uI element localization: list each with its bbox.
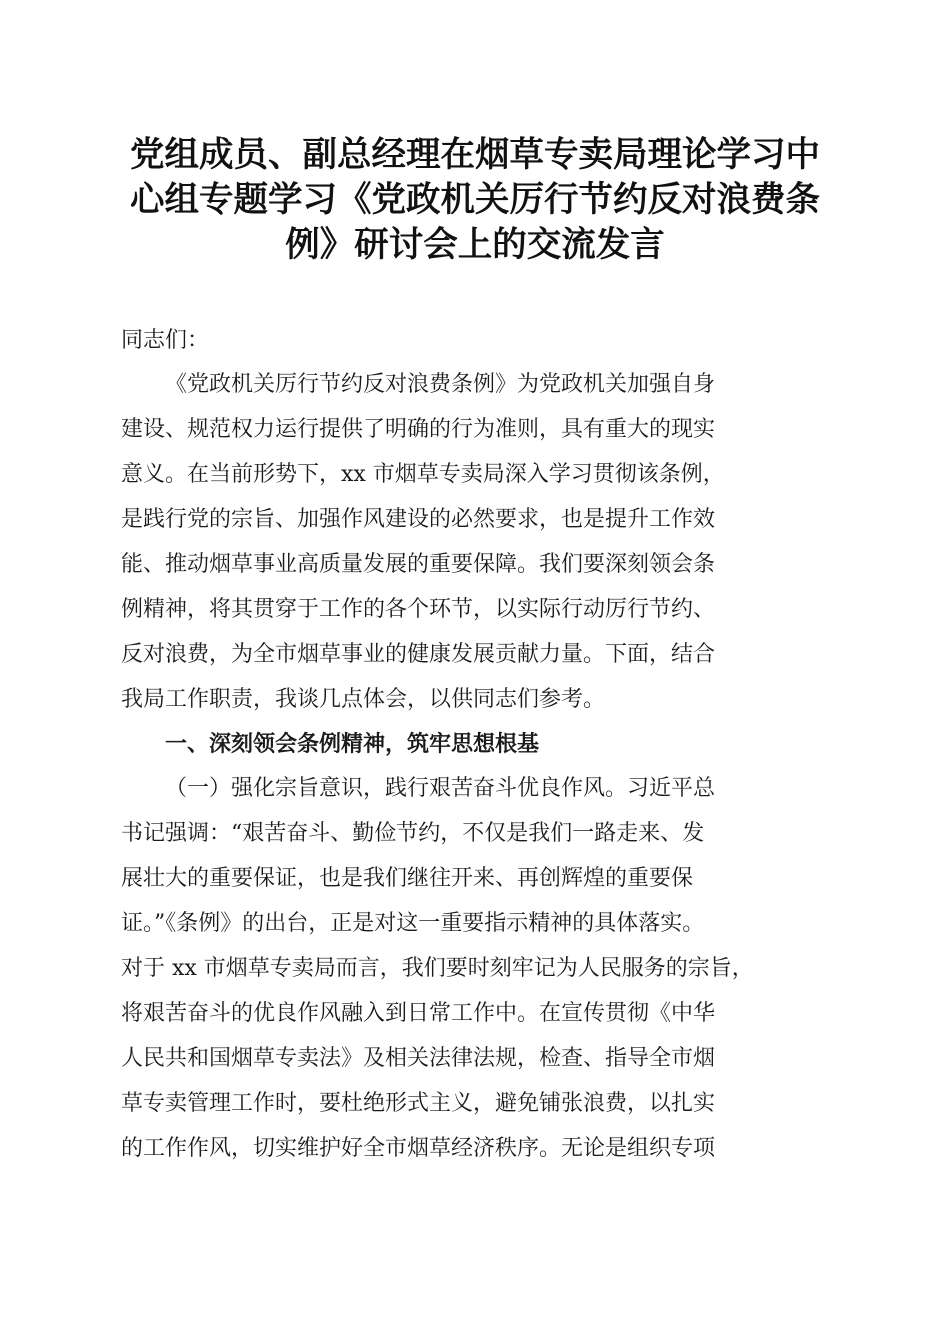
title-line-1: 党组成员、副总经理在烟草专卖局理论学习中 xyxy=(130,135,820,175)
intro-line-6: 例精神，将其贯穿于工作的各个环节，以实际行动厉行节约、 xyxy=(121,597,716,622)
subsection-line-6: 将艰苦奋斗的优良作风融入到日常工作中。在宣传贯彻《中华 xyxy=(121,1001,716,1026)
title-line-3: 例》研讨会上的交流发言 xyxy=(285,225,665,265)
subsection-line-2: 书记强调：“艰苦奋斗、勤俭节约，不仅是我们一路走来、发 xyxy=(121,821,705,846)
document-title xyxy=(110,133,840,268)
intro-line-1: 《党政机关厉行节约反对浪费条例》为党政机关加强自身 xyxy=(165,372,716,397)
subsection-line-9: 的工作作风，切实维护好全市烟草经济秩序。无论是组织专项 xyxy=(121,1136,716,1161)
subsection-line-7: 人民共和国烟草专卖法》及相关法律法规，检查、指导全市烟 xyxy=(121,1046,716,1071)
salutation: 同志们： xyxy=(121,328,210,353)
subsection-line-8: 草专卖管理工作时，要杜绝形式主义，避免铺张浪费，以扎实 xyxy=(121,1091,716,1116)
intro-line-2: 建设、规范权力运行提供了明确的行为准则，具有重大的现实 xyxy=(121,417,716,442)
intro-line-4: 是践行党的宗旨、加强作风建设的必然要求，也是提升工作效 xyxy=(121,507,716,532)
subsection-line-5: 对于 xx 市烟草专卖局而言，我们要时刻牢记为人民服务的宗旨， xyxy=(121,956,754,981)
intro-line-5: 能、推动烟草事业高质量发展的重要保障。我们要深刻领会条 xyxy=(121,552,716,577)
intro-line-7: 反对浪费，为全市烟草事业的健康发展贡献力量。下面，结合 xyxy=(121,642,716,667)
intro-line-8: 我局工作职责，我谈几点体会，以供同志们参考。 xyxy=(121,687,606,712)
subsection-line-4: 证。”《条例》的出台，正是对这一重要指示精神的具体落实。 xyxy=(121,911,705,936)
subsection-line-3: 展壮大的重要保证，也是我们继往开来、再创辉煌的重要保 xyxy=(121,866,694,891)
title-line-2: 心组专题学习《党政机关厉行节约反对浪费条 xyxy=(130,180,820,220)
intro-line-3: 意义。在当前形势下，xx 市烟草专卖局深入学习贯彻该条例， xyxy=(121,462,725,487)
subsection-line-1: （一）强化宗旨意识，践行艰苦奋斗优良作风。习近平总 xyxy=(165,776,716,801)
section-heading: 一、深刻领会条例精神，筑牢思想根基 xyxy=(165,732,540,757)
